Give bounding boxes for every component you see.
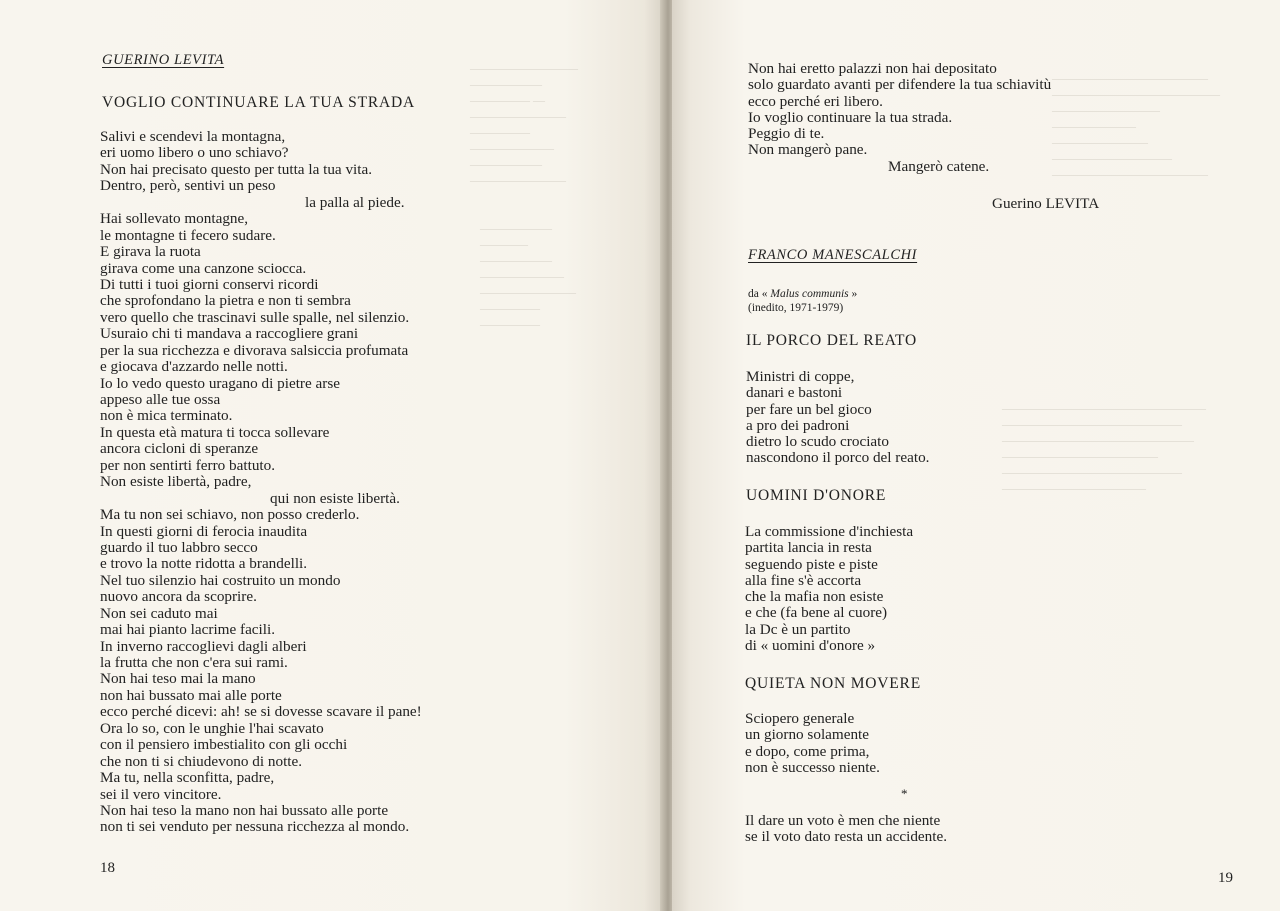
- verse-line: Nel tuo silenzio hai costruito un mondo: [100, 571, 341, 589]
- verse-line: Usuraio chi ti mandava a raccogliere grani: [100, 325, 359, 343]
- poem-body: [746, 369, 929, 467]
- verse-line: la frutta che non c'era sui rami.: [100, 654, 288, 671]
- verse-line: Io voglio continuare la tua strada.: [748, 108, 953, 126]
- bleed-through-text: ————————————————— ——————————————— ———————————————— ————————————— ——————————————— ————————————: [1002, 401, 1206, 495]
- poem-title: IL PORCO DEL REATO: [746, 332, 917, 349]
- verse-line: non è mica terminato.: [100, 407, 233, 425]
- verse-line: per fare un bel gioco: [746, 400, 872, 418]
- author-signature: Guerino LEVITA: [992, 195, 1100, 212]
- verse-line: le montagne ti fecero sudare.: [100, 226, 276, 244]
- bleed-through-text: ————————————— —————————————— ————————— ——————— ———————— —————————— —————————————: [1052, 71, 1220, 181]
- verse-line: La commissione d'inchiesta: [745, 523, 914, 540]
- verse-line: girava come una canzone sciocca.: [100, 259, 307, 277]
- poem-title: VOGLIO CONTINUARE LA TUA STRADA: [102, 94, 415, 111]
- poem-title: UOMINI D'ONORE: [746, 487, 887, 504]
- verse-line: Non esiste libertà, padre,: [100, 473, 252, 491]
- verse-line: vero quello che trascinavi sulle spalle, nel silenzio.: [100, 308, 410, 326]
- verse-line: Sciopero generale: [745, 710, 855, 727]
- verse-line: In inverno raccoglievi dagli alberi: [100, 637, 307, 655]
- verse-line: e trovo la notte ridotta a brandelli.: [100, 555, 308, 573]
- poem-body: [100, 129, 422, 836]
- verse-line: e dopo, come prima,: [745, 742, 870, 760]
- page-number: 18: [100, 860, 115, 876]
- verse-line: In questa età matura ti tocca sollevare: [100, 423, 330, 441]
- verse-line: di « uomini d'onore »: [745, 637, 876, 655]
- verse-line: Il dare un voto è men che niente: [745, 812, 941, 829]
- verse-line: Hai sollevato montagne,: [100, 210, 249, 228]
- verse-line: nuovo ancora da scoprire.: [100, 588, 257, 606]
- verse-line: E girava la ruota: [100, 243, 201, 261]
- verse-line: con il pensiero imbestialito con gli occhi: [100, 736, 348, 754]
- verse-line: non è successo niente.: [745, 758, 880, 776]
- verse-line: partita lancia in resta: [745, 539, 872, 557]
- right-page: [672, 0, 1280, 911]
- verse-line: Non sei caduto mai: [100, 604, 218, 622]
- verse-line: Di tutti i tuoi giorni conservi ricordi: [100, 275, 319, 293]
- verse-line: Non mangerò pane.: [748, 141, 868, 159]
- verse-line: Non hai teso mai la mano: [100, 670, 256, 688]
- verse-line: In questi giorni di ferocia inaudita: [100, 522, 308, 540]
- verse-line: Mangerò catene.: [888, 157, 990, 175]
- verse-line: alla fine s'è accorta: [745, 571, 862, 589]
- verse-line: e giocava d'azzardo nelle notti.: [100, 358, 288, 376]
- verse-line: eri uomo libero o uno schiavo?: [100, 144, 289, 162]
- verse-line: e che (fa bene al cuore): [745, 604, 888, 622]
- verse-line: Ora lo so, con le unghie l'hai scavato: [100, 719, 324, 737]
- poem-body: [745, 524, 913, 654]
- section-separator: *: [901, 786, 908, 801]
- bleed-through-text: ————————— —————— ————— — ———————— ————— ——————— —————— ————————: [470, 61, 578, 187]
- verse-line: sei il vero vincitore.: [100, 785, 222, 803]
- verse-line: che non ti si chiudevono di notte.: [100, 752, 303, 770]
- verse-line: Ma tu, nella sconfitta, padre,: [100, 769, 275, 787]
- author-heading: GUERINO LEVITA: [102, 52, 225, 68]
- verse-line: ecco perché eri libero.: [748, 92, 883, 110]
- source-prefix: da «: [748, 288, 771, 300]
- verse-line: Salivi e scendevi la montagna,: [100, 128, 286, 145]
- source-title: Malus communis: [770, 288, 849, 300]
- verse-line: ancora cicloni di speranze: [100, 440, 259, 458]
- source-date: (inedito, 1971-1979): [748, 302, 844, 314]
- verse-line: Non hai precisato questo per tutta la tua vita.: [100, 160, 373, 178]
- author-heading: FRANCO MANESCALCHI: [748, 247, 918, 263]
- verse-line: Non hai teso la mano non hai bussato alle porte: [100, 801, 389, 819]
- verse-line: un giorno solamente: [745, 726, 870, 744]
- verse-line: appeso alle tue ossa: [100, 391, 221, 408]
- verse-line: la palla al piede.: [305, 193, 405, 211]
- verse-line: seguendo piste e piste: [745, 555, 878, 573]
- verse-line: Io lo vedo questo uragano di pietre arse: [100, 374, 340, 392]
- verse-line: la Dc è un partito: [745, 620, 851, 638]
- poem-continuation: [748, 61, 1051, 175]
- verse-line: danari e bastoni: [746, 384, 843, 402]
- poem-title: QUIETA NON MOVERE: [745, 675, 921, 692]
- page-number: 19: [1218, 870, 1233, 886]
- verse-line: qui non esiste libertà.: [270, 489, 400, 507]
- source-note: [748, 287, 857, 315]
- verse-line: guardo il tuo labbro secco: [100, 538, 258, 556]
- verse-line: non hai bussato mai alle porte: [100, 686, 282, 704]
- verse-line: per la sua ricchezza e divorava salsiccia profumata: [100, 341, 409, 359]
- verse-line: ecco perché dicevi: ah! se si dovesse scavare il pane!: [100, 703, 422, 721]
- verse-line: dietro lo scudo crociato: [746, 433, 889, 451]
- verse-line: Dentro, però, sentivi un peso: [100, 177, 276, 195]
- verse-line: mai hai pianto lacrime facili.: [100, 621, 276, 639]
- verse-line: non ti sei venduto per nessuna ricchezza al mondo.: [100, 818, 410, 836]
- source-suffix: »: [848, 288, 858, 300]
- verse-line: Ministri di coppe,: [746, 368, 855, 385]
- verse-line: per non sentirti ferro battuto.: [100, 456, 276, 474]
- verse-line: se il voto dato resta un accidente.: [745, 828, 948, 846]
- verse-line: nascondono il porco del reato.: [746, 449, 930, 467]
- verse-line: Non hai eretto palazzi non hai depositato: [748, 60, 997, 77]
- verse-line: a pro dei padroni: [746, 416, 850, 434]
- verse-line: solo guardato avanti per difendere la tua schiavitù: [748, 76, 1052, 94]
- verse-line: che sprofondano la pietra e non ti sembra: [100, 292, 351, 310]
- verse-line: Ma tu non sei schiavo, non posso crederlo.: [100, 506, 360, 524]
- verse-line: Peggio di te.: [748, 125, 825, 143]
- verse-line: che la mafia non esiste: [745, 588, 884, 606]
- poem-body: [745, 813, 947, 846]
- bleed-through-text: —————— ———— —————— ——————— ———————— ————— —————: [480, 221, 576, 331]
- poem-body: [745, 711, 880, 776]
